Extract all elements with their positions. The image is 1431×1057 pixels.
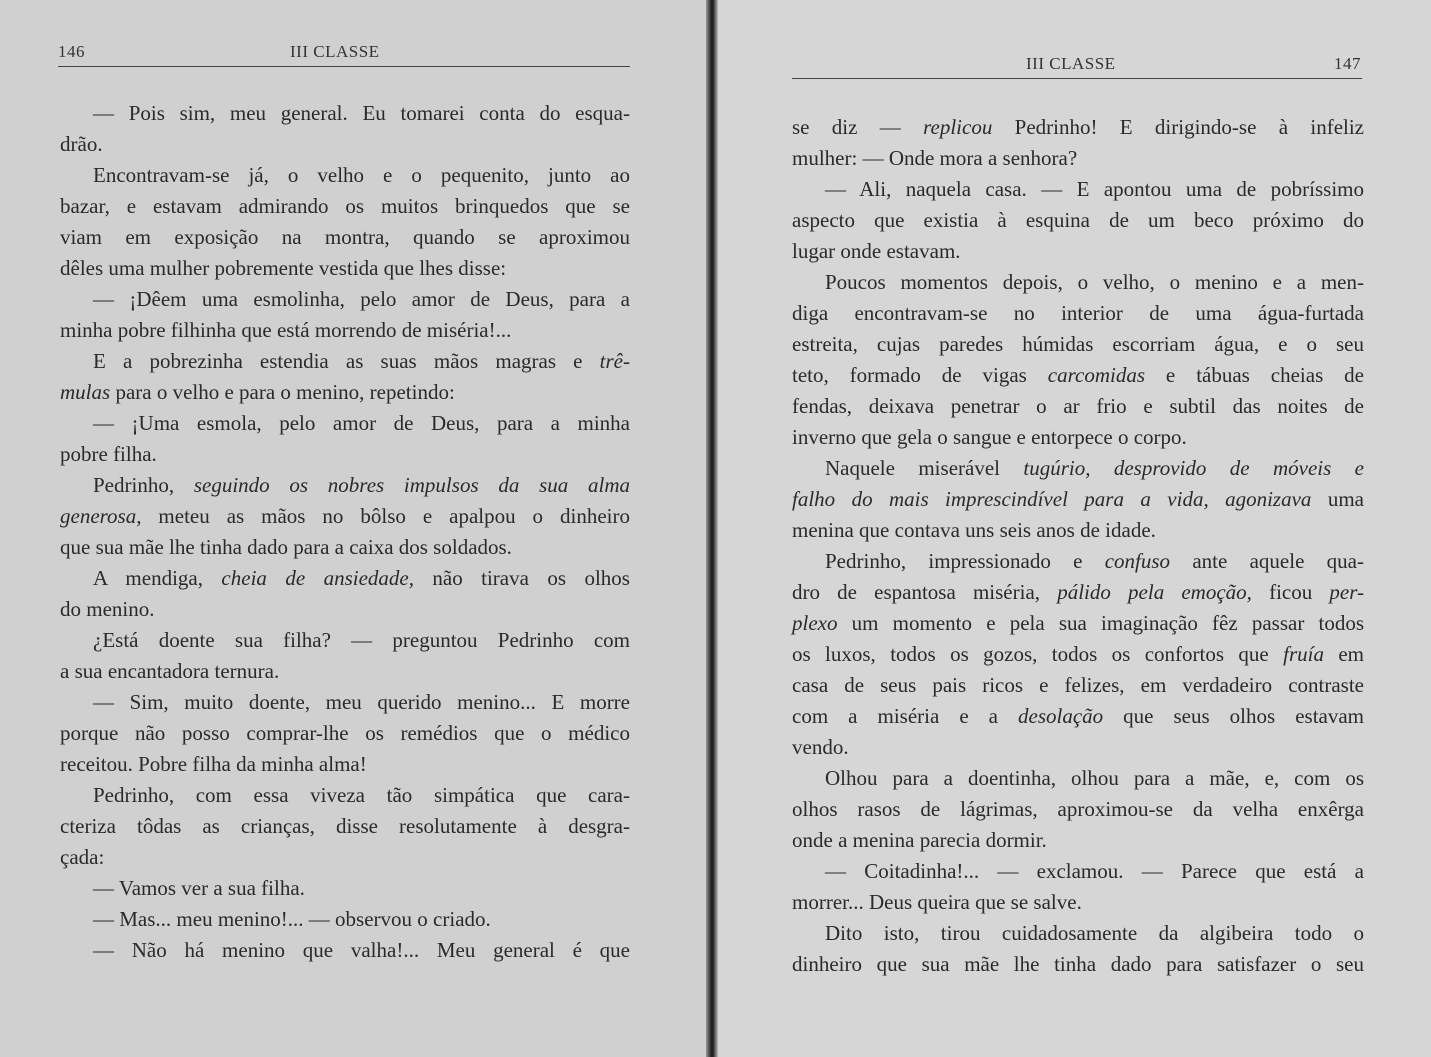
text-line: cteriza tôdas as crianças, disse resolutamente à desgra-: [60, 814, 630, 838]
text-line: minha pobre filhinha que está morrendo de miséria!...: [60, 318, 512, 342]
text-line: — Coitadinha!... — exclamou. — Parece que está a: [825, 859, 1364, 883]
text-line: teto, formado de vigas carcomidas e tábuas cheias de: [792, 363, 1365, 387]
text-line: falho do mais imprescindível para a vida, agonizava uma: [792, 487, 1364, 511]
text-line: Dito isto, tirou cuidadosamente da algibeira todo o: [825, 921, 1364, 945]
text-line: do menino.: [60, 597, 155, 621]
text-line: mulas para o velho e para o menino, repetindo:: [60, 380, 455, 404]
text-line: — Vamos ver a sua filha.: [93, 876, 305, 900]
text-line: — ¡Uma esmola, pelo amor de Deus, para a minha: [93, 411, 630, 435]
left-page-text: [60, 98, 630, 966]
text-line: os luxos, todos os gozos, todos os confortos que fruía em: [792, 642, 1365, 666]
header-rule-right: [792, 78, 1362, 79]
text-line: casa de seus pais ricos e felizes, em verdadeiro contraste: [792, 673, 1364, 697]
text-line: fendas, deixava penetrar o ar frio e subtil das noites de: [792, 394, 1364, 418]
page-number-left: 146: [58, 42, 85, 61]
text-line: Poucos momentos depois, o velho, o menino e a men-: [825, 270, 1364, 294]
right-page-text: [792, 112, 1364, 980]
text-line: porque não posso comprar-lhe os remédios que o médico: [60, 721, 630, 745]
text-line: receitou. Pobre filha da minha alma!: [60, 752, 367, 776]
text-line: generosa, meteu as mãos no bôlso e apalpou o dinheiro: [60, 504, 630, 528]
text-line: Pedrinho, impressionado e confuso ante aquele qua-: [825, 549, 1364, 573]
text-line: olhos rasos de lágrimas, aproximou-se da velha enxêrga: [792, 797, 1364, 821]
text-line: — Mas... meu menino!... — observou o criado.: [93, 907, 491, 931]
text-line: pobre filha.: [60, 442, 157, 466]
running-head-right: III CLASSE: [1026, 54, 1116, 73]
text-line: drão.: [60, 132, 103, 156]
text-line: — Sim, muito doente, meu querido menino... E morre: [93, 690, 630, 714]
left-page: [0, 0, 712, 1057]
text-line: lugar onde estavam.: [792, 239, 961, 263]
text-line: viam em exposição na montra, quando se aproximou: [60, 225, 630, 249]
page-number-right: 147: [1334, 54, 1361, 73]
text-line: dêles uma mulher pobremente vestida que lhes disse:: [60, 256, 507, 280]
text-line: se diz — replicou Pedrinho! E dirigindo-se à infeliz: [792, 115, 1365, 139]
text-line: vendo.: [792, 735, 849, 759]
text-line: que sua mãe lhe tinha dado para a caixa dos soldados.: [60, 535, 512, 559]
text-line: a sua encantadora ternura.: [60, 659, 280, 683]
text-line: dinheiro que sua mãe lhe tinha dado para satisfazer o seu: [792, 952, 1364, 976]
text-line: estreita, cujas paredes húmidas escorriam água, e o seu: [792, 332, 1364, 356]
text-line: ¿Está doente sua filha? — preguntou Pedrinho com: [93, 628, 630, 652]
text-line: diga encontravam-se no interior de uma água-furtada: [792, 301, 1364, 325]
text-line: — ¡Dêem uma esmolinha, pelo amor de Deus, para a: [93, 287, 630, 311]
text-line: aspecto que existia à esquina de um beco próximo do: [792, 208, 1364, 232]
text-line: Pedrinho, seguindo os nobres impulsos da sua alma: [93, 473, 630, 497]
text-line: dro de espantosa miséria, pálido pela emoção, ficou per-: [792, 580, 1364, 604]
text-line: inverno que gela o sangue e entorpece o corpo.: [792, 425, 1187, 449]
header-rule-left: [58, 66, 630, 67]
text-line: Pedrinho, com essa viveza tão simpática que cara-: [93, 783, 630, 807]
right-page: [712, 0, 1431, 1057]
text-line: A mendiga, cheia de ansiedade, não tirava os olhos: [93, 566, 630, 590]
text-line: E a pobrezinha estendia as suas mãos magras e trê-: [93, 349, 630, 373]
text-line: — Pois sim, meu general. Eu tomarei conta do esqua-: [93, 101, 630, 125]
text-line: onde a menina parecia dormir.: [792, 828, 1047, 852]
text-line: — Não há menino que valha!... Meu general é que: [93, 938, 630, 962]
text-line: Olhou para a doentinha, olhou para a mãe, e, com os: [825, 766, 1364, 790]
book-spine: [706, 0, 718, 1057]
text-line: morrer... Deus queira que se salve.: [792, 890, 1082, 914]
running-head-left: III CLASSE: [290, 42, 380, 61]
text-line: plexo um momento e pela sua imaginação fêz passar todos: [792, 611, 1364, 635]
text-line: çada:: [60, 845, 105, 869]
text-line: com a miséria e a desolação que seus olhos estavam: [792, 704, 1365, 728]
text-line: menina que contava uns seis anos de idade.: [792, 518, 1156, 542]
text-line: mulher: — Onde mora a senhora?: [792, 146, 1078, 170]
text-line: — Ali, naquela casa. — E apontou uma de pobríssimo: [825, 177, 1364, 201]
text-line: Naquele miserável tugúrio, desprovido de móveis e: [825, 456, 1365, 480]
text-line: bazar, e estavam admirando os muitos brinquedos que se: [60, 194, 630, 218]
text-line: Encontravam-se já, o velho e o pequenito, junto ao: [93, 163, 630, 187]
